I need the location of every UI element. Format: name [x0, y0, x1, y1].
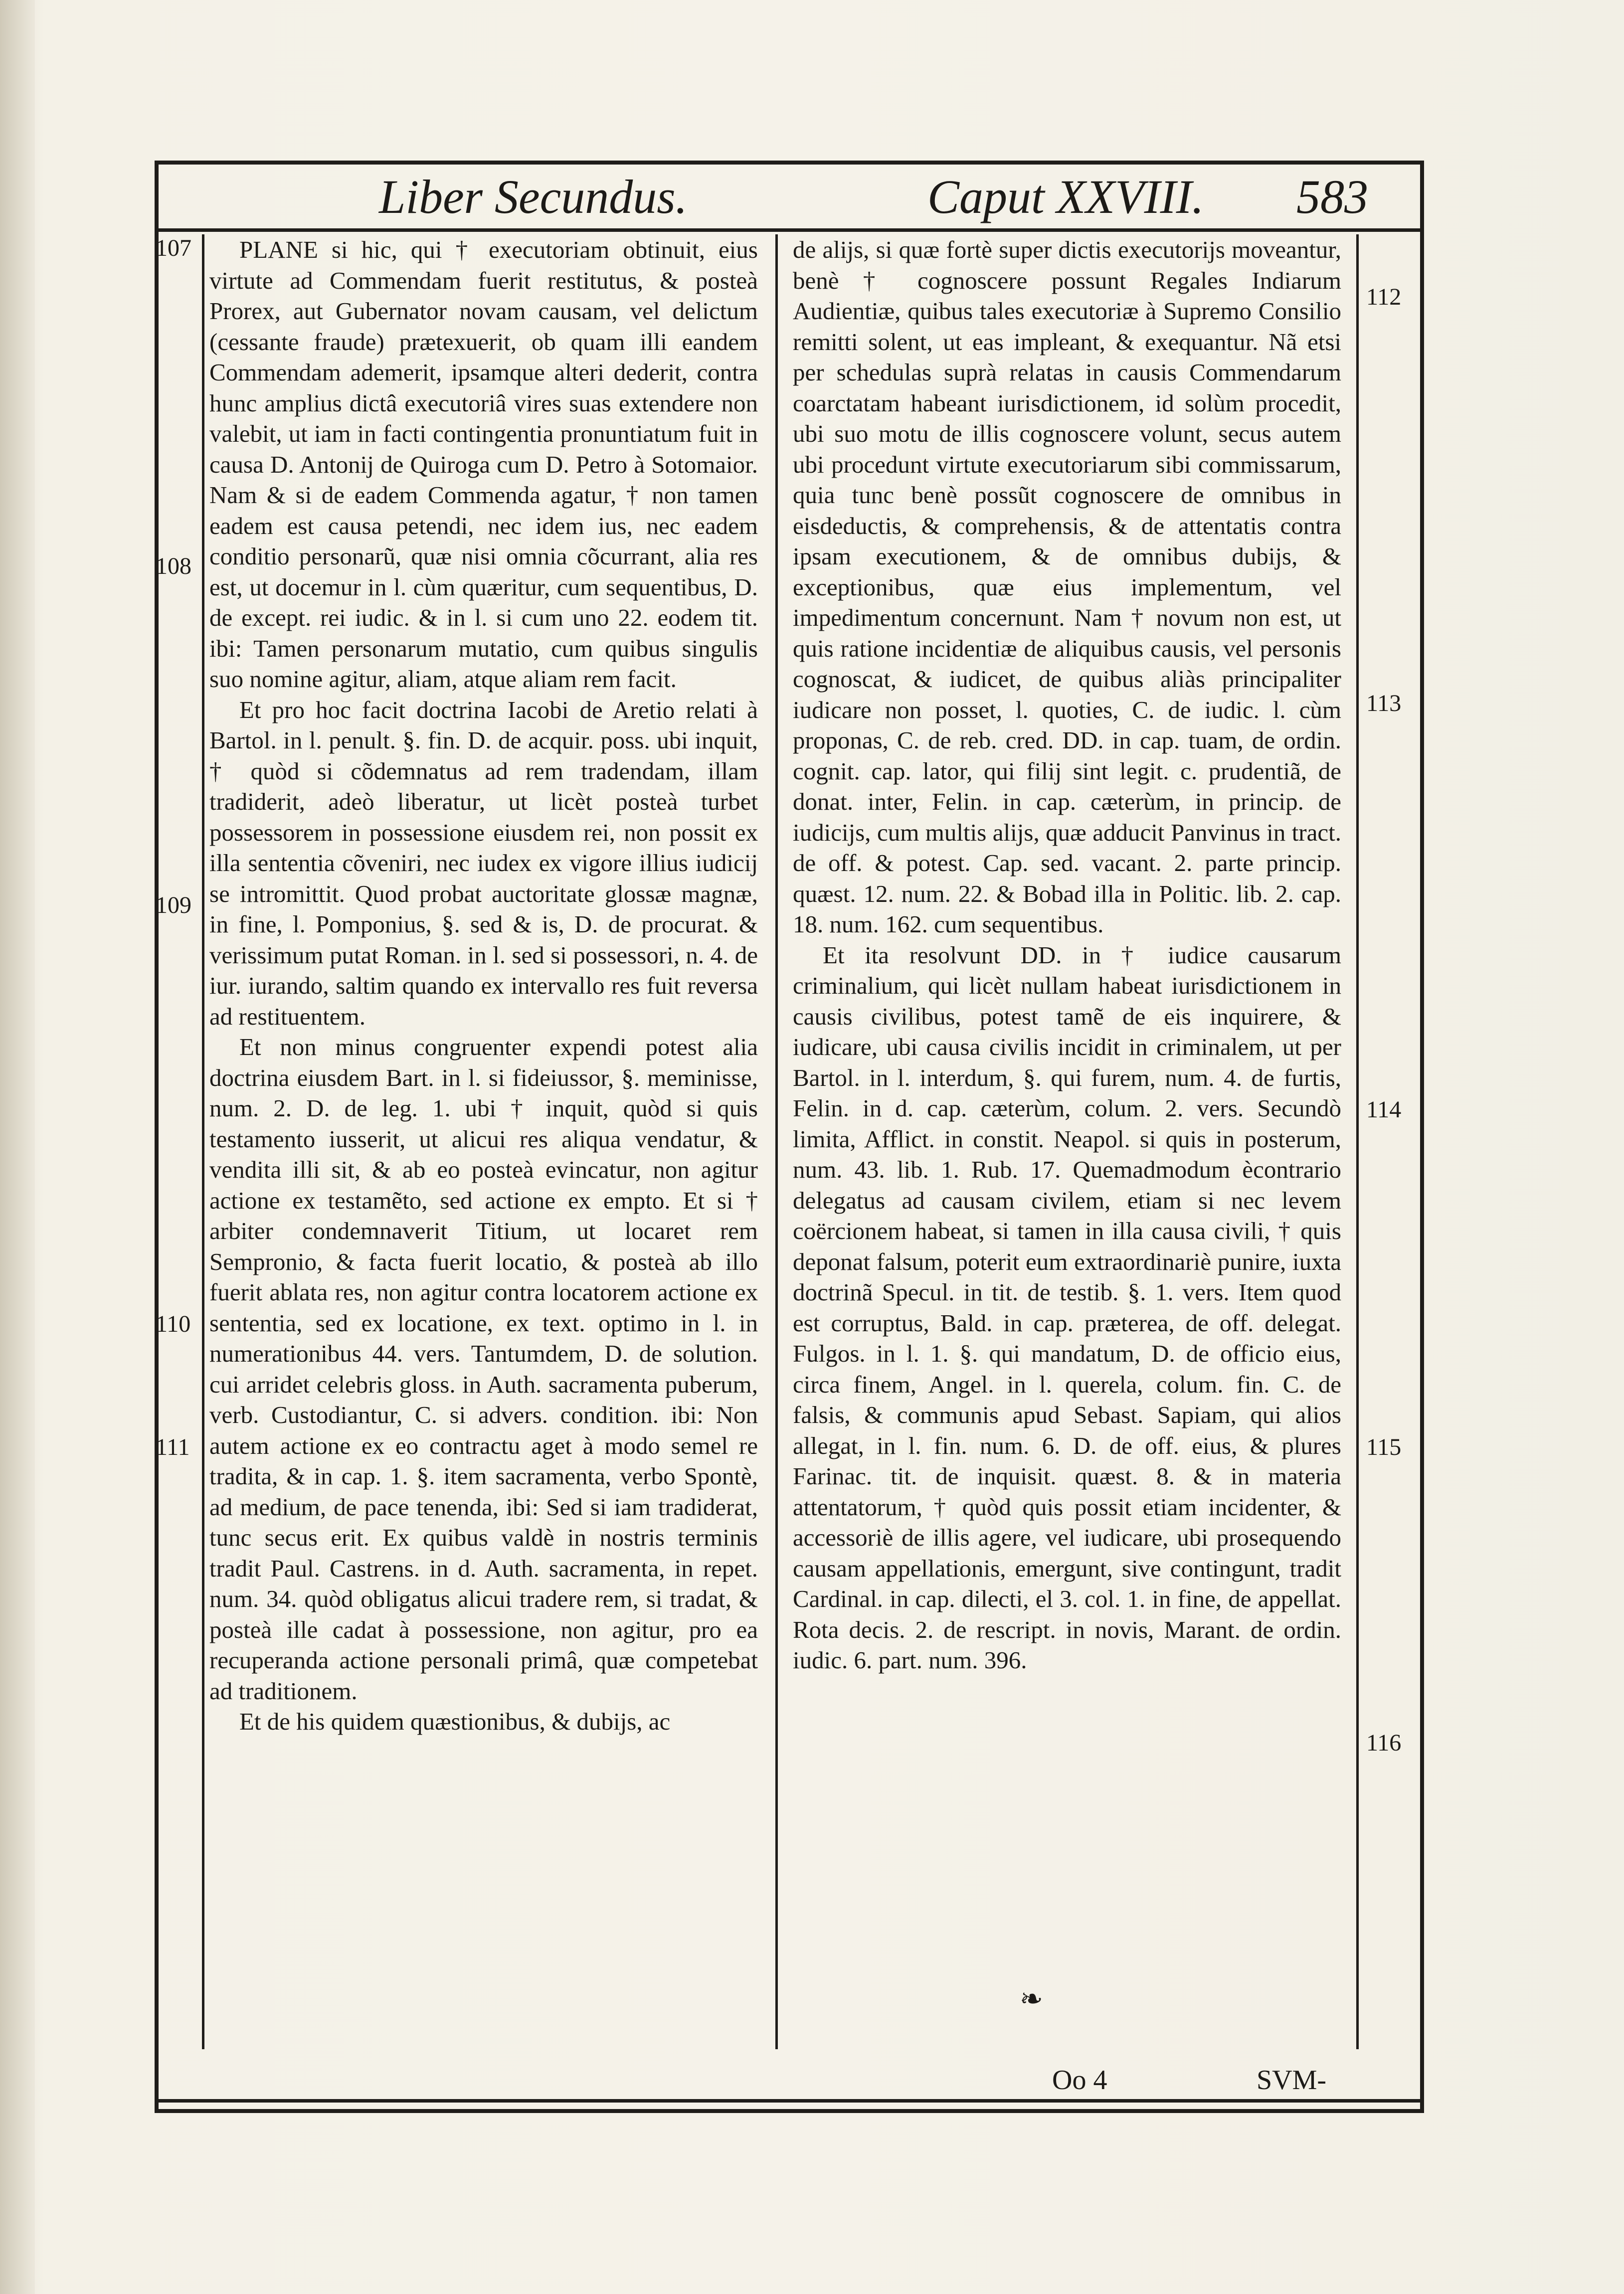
margin-number: 116 — [1366, 1730, 1402, 1756]
margin-number: 108 — [156, 553, 191, 579]
middle-column-rule — [775, 234, 778, 2049]
left-column — [209, 234, 758, 1737]
margin-number: 114 — [1366, 1096, 1402, 1123]
header-rule — [155, 228, 1424, 232]
paragraph: Et pro hoc facit doctrina Iacobi de Aretio relati à Bartol. in l. penult. §. fin. D. de acquir. poss. ubi inquit, † quòd si cõdemnatus ad rem tradendam, illam tradiderit, adeò liberatur, ut licèt posteà turbet possessorem in possessione eiusdem rei, non possit ex illa sententia cõveniri, nec iudex ex vigore illius iudicij se intromittit. Quod probat auctoritate glossæ magnæ, in fine, l. Pomponius, §. sed & is, D. de procurat. & verissimum putat Roman. in l. sed si possessori, n. 4. de iur. iurando, saltim quando ex intervallo res fuit reversa ad restituentem. — [209, 696, 758, 1030]
running-head-chapter: Caput XXVIII. — [927, 170, 1204, 223]
signature-mark: Oo 4 — [1052, 2065, 1107, 2096]
paragraph: Et non minus congruenter expendi potest alia doctrina eiusdem Bart. in l. si fideiussor, §. meminisse, num. 2. D. de leg. 1. ubi † inquit, quòd si quis testamento iusserit, ut alicui res aliqua vendatur, & vendita illi sit, & ab eo posteà evincatur, non agitur actione ex testamẽto, sed actione ex empto. Et si † arbiter condemnaverit Titium, ut locaret rem Sempronio, & facta fuerit locatio, & posteà ab illo fuerit ablata res, non agitur contra locatorem actione ex sententia, sed ex locatione, ex text. optimo in l. in numerationibus 44. vers. Tantumdem, D. de solution. cui arridet celebris gloss. in Auth. sacramenta puberum, verb. Custodiantur, C. si advers. condition. ibi: Non autem actione ex eo contractu aget à modo semel re tradita, & in cap. 1. §. item sacramenta, verbo Spontè, ad medium, de pace tenenda, ibi: Sed si iam tradiderat, tunc secus erit. Ex quibus valdè in nostris terminis tradit Paul. Castrens. in d. Auth. sacramenta, in repet. num. 34. quòd obligatus alicui tradere rem, si tradat, & posteà ille cadat à possessione, non agitur, pro ea recuperanda actione personali primâ, quæ competebat ad traditionem. — [209, 1033, 758, 1705]
margin-number: 110 — [156, 1311, 191, 1337]
left-column-rule — [202, 234, 204, 2049]
paragraph: Et ita resolvunt DD. in † iudice causarum criminalium, qui licèt nullam habeat iurisdictionem in causis civilibus, potest tamẽ de eis inquirere, & iudicare, ubi causa civilis incidit in criminalem, ut per Bartol. in l. interdum, §. qui furem, num. 4. de furtis, Felin. in d. cap. cæterùm, colum. 2. vers. Secundò limita, Afflict. in constit. Neapol. si quis in posterum, num. 43. lib. 1. Rub. 17. Quemadmodum ècontrario delegatus ad causam civilem, etiam si nec levem coërcionem habeat, si tamen in illa causa civili, † quis deponat falsum, poterit eum extraordinariè punire, iuxta doctrinã Specul. in tit. de testib. §. 1. vers. Item quod est corruptus, Bald. in cap. præterea, de off. delegat. Fulgos. in l. 1. §. qui mandatum, D. de officio eius, circa finem, Angel. in l. querela, colum. fin. C. de falsis, & communis apud Sebast. Sapiam, qui alios allegat, in l. fin. num. 6. D. de off. eius, & plures Farinac. tit. de inquisit. quæst. 8. & in materia attentatorum, † quòd quis possit etiam incidenter, & accessoriè de illis agere, vel iudicare, ubi prosequendo causam appellationis, emergunt, sive contingunt, tradit Cardinal. in cap. dilecti, el 3. col. 1. in fine, de appellat. Rota decis. 2. de rescript. in novis, Marant. de ordin. iudic. 6. part. num. 396. — [793, 941, 1341, 1674]
paragraph: PLANE si hic, qui † executoriam obtinuit, eius virtute ad Commendam fuerit restitutus, & posteà Prorex, aut Gubernator novam causam, vel delictum (cessante fraude) prætexuerit, ob quam illi eandem Commendam ademerit, ipsamque alteri dederit, contra hunc amplius dictâ executoriâ vires suas extendere non valebit, ut iam in facti contingentia pronuntiatum fuit in causa D. Antonij de Quiroga cum D. Petro à Sotomaior. Nam & si de eadem Commenda agatur, † non tamen eadem est causa petendi, nec idem ius, nec eadem conditio personarũ, quæ nisi omnia cõcurrant, alia res est, ut docemur in l. cùm quæritur, cum sequentibus, D. de except. rei iudic. & in l. si cum uno 22. eodem tit. ibi: Tamen personarum mutatio, cum quibus singulis suo nomine agitur, aliam, atque aliam rem facit. — [209, 236, 758, 693]
margin-number: 112 — [1366, 284, 1402, 310]
margin-number: 111 — [156, 1434, 190, 1460]
page-number: 583 — [1296, 170, 1368, 223]
catchword: SVM- — [1257, 2065, 1327, 2096]
right-column-rule — [1356, 234, 1359, 2049]
running-head-book: Liber Secundus. — [379, 170, 688, 223]
paragraph: Et de his quidem quæstionibus, & dubijs, ac — [239, 1708, 671, 1735]
fleuron-ornament: ❧ — [1020, 1984, 1043, 2015]
page-binding-shadow — [0, 0, 35, 2294]
right-column — [793, 234, 1341, 1676]
margin-number: 107 — [156, 235, 191, 261]
paragraph: de alijs, si quæ fortè super dictis executorijs moveantur, benè † cognoscere possunt Regales Indiarum Audientiæ, quibus tales executoriæ à Supremo Consilio remitti solent, ut eas impleant, & exequantur. Nã etsi per schedulas suprà relatas in causis Commendarum coarctatam habeant iurisdictionem, id solùm procedit, ubi suo motu de illis cognoscere volunt, secus autem ubi procedunt virtute executoriarum sibi commissarum, quia tunc benè possũt cognoscere de omnibus in eisdeductis, & comprehensis, & de attentatis contra ipsam executionem, & de omnibus dubijs, & exceptionibus, quæ eius implementum, vel impedimentum concernunt. Nam † novum non est, ut quis ratione incidentiæ de aliquibus causis, vel personis cognoscat, & iudicet, de quibus aliàs principaliter iudicare non posset, l. quoties, C. de iudic. l. cùm proponas, C. de reb. cred. DD. in cap. tuam, de ordin. cognit. cap. lator, qui filij sint legit. c. prudentiã, de donat. inter, Felin. in cap. cæterùm, in princip. de iudicijs, cum multis alijs, quæ adducit Panvinus in tract. de off. & potest. Cap. sed. vacant. 2. parte princip. quæst. 12. num. 22. & Bobad illa in Politic. lib. 2. cap. 18. num. 162. cum sequentibus. — [793, 236, 1341, 938]
margin-number: 113 — [1366, 690, 1402, 716]
margin-number: 109 — [156, 892, 191, 918]
footer-rule — [155, 2099, 1424, 2103]
margin-number: 115 — [1366, 1434, 1402, 1460]
